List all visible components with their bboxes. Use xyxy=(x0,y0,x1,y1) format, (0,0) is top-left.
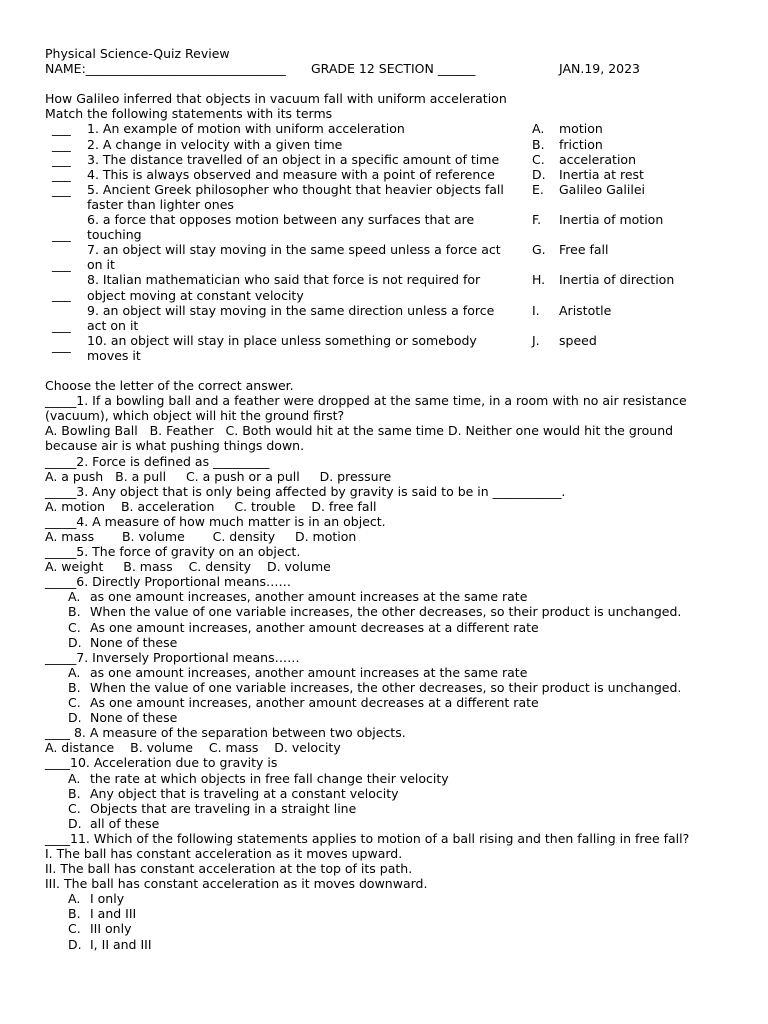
option: B. When the value of one variable increases, the other decreases, so their product is unchanged. xyxy=(68,679,682,695)
question-8: ____ 8. A measure of the separation between two objects. xyxy=(45,725,406,741)
question-10: ____10. Acceleration due to gravity is xyxy=(45,755,278,771)
option: A. as one amount increases, another amount increases at the same rate xyxy=(68,664,528,680)
match-item: ___ 6. a force that opposes motion between any surfaces that are touching F. Inertia of motion xyxy=(52,212,664,243)
option: D. None of these xyxy=(68,710,178,726)
match-item: ___ 1. An example of motion with uniform acceleration A. motion xyxy=(52,121,603,137)
part1-instruction: Match the following statements with its terms xyxy=(45,106,333,122)
question-8-options: A. distance B. volume C. mass D. velocity xyxy=(45,740,341,756)
option: C. As one amount increases, another amount decreases at a different rate xyxy=(68,695,539,711)
question-11: ____11. Which of the following statements applies to motion of a ball rising and then falling in free fall? xyxy=(45,830,690,846)
match-item: ___ 10. an object will stay in place unless something or somebody moves it J. speed xyxy=(52,332,597,363)
header-row xyxy=(45,61,725,76)
option: B. I and III xyxy=(68,906,137,922)
match-item: ___ 8. Italian mathematician who said that force is not required for object moving at constant velocity H. Inertia of direction xyxy=(52,272,675,303)
question-5-options: A. weight B. mass C. density D. volume xyxy=(45,559,331,575)
match-item: ___ 3. The distance travelled of an object in a specific amount of time C. acceleration xyxy=(52,151,637,167)
part1-heading: How Galileo inferred that objects in vacuum fall with uniform acceleration xyxy=(45,91,507,107)
option: A. the rate at which objects in free fall change their velocity xyxy=(68,770,449,786)
question-1-cont: (vacuum), which object will hit the ground first? xyxy=(45,408,345,424)
question-1-options-cont: because air is what pushing things down. xyxy=(45,438,305,454)
option: C. III only xyxy=(68,921,132,937)
question-2: _____2. Force is defined as _________ xyxy=(45,453,270,469)
question-3-options: A. motion B. acceleration C. trouble D. free fall xyxy=(45,498,377,514)
name-field: NAME:________________________________ xyxy=(45,61,286,77)
question-1-options: A. Bowling Ball B. Feather C. Both would hit at the same time D. Neither one would hit the ground xyxy=(45,423,674,439)
question-7: _____7. Inversely Proportional means…… xyxy=(45,649,300,665)
option: B. When the value of one variable increases, the other decreases, so their product is unchanged. xyxy=(68,604,682,620)
question-1: _____1. If a bowling ball and a feather were dropped at the same time, in a room with no air resistance xyxy=(45,393,687,409)
option: D. I, II and III xyxy=(68,936,152,952)
question-11-statement-3: III. The ball has constant acceleration as it moves downward. xyxy=(45,876,428,892)
date: JAN.19, 2023 xyxy=(559,61,641,77)
match-item: ___ 2. A change in velocity with a given time B. friction xyxy=(52,136,603,152)
option: C. Objects that are traveling in a straight line xyxy=(68,800,357,816)
question-11-statement-1: I. The ball has constant acceleration as it moves upward. xyxy=(45,845,403,861)
option: D. all of these xyxy=(68,815,160,831)
match-item: ___ 5. Ancient Greek philosopher who thought that heavier objects fall faster than lighter ones E. Galileo Galilei xyxy=(52,181,646,212)
option: A. I only xyxy=(68,891,125,907)
question-6: _____6. Directly Proportional means…… xyxy=(45,574,291,590)
question-4-options: A. mass B. volume C. density D. motion xyxy=(45,529,357,544)
quiz-page xyxy=(45,46,725,952)
matching-list xyxy=(45,121,725,363)
option: B. Any object that is traveling at a constant velocity xyxy=(68,785,399,801)
question-11-statement-2: II. The ball has constant acceleration at the top of its path. xyxy=(45,861,413,877)
option: C. As one amount increases, another amount decreases at a different rate xyxy=(68,619,539,635)
quiz-title: Physical Science-Quiz Review xyxy=(45,46,230,61)
match-item: ___ 9. an object will stay moving in the same direction unless a force act on it I. Aristotle xyxy=(52,302,612,333)
option: D. None of these xyxy=(68,634,178,650)
question-5: _____5. The force of gravity on an object. xyxy=(45,544,301,560)
part2-instruction: Choose the letter of the correct answer. xyxy=(45,378,294,394)
question-2-options: A. a push B. a pull C. a push or a pull D. pressure xyxy=(45,468,392,484)
question-3: _____3. Any object that is only being affected by gravity is said to be in ___________. xyxy=(45,483,566,499)
match-item: ___ 7. an object will stay moving in the same speed unless a force act on it G. Free fall xyxy=(52,242,609,273)
question-4: _____4. A measure of how much matter is in an object. xyxy=(45,513,386,529)
match-item: ___ 4. This is always observed and measure with a point of reference D. Inertia at rest xyxy=(52,166,644,182)
grade-section-field: GRADE 12 SECTION ______ xyxy=(311,61,476,77)
option: A. as one amount increases, another amount increases at the same rate xyxy=(68,589,528,605)
